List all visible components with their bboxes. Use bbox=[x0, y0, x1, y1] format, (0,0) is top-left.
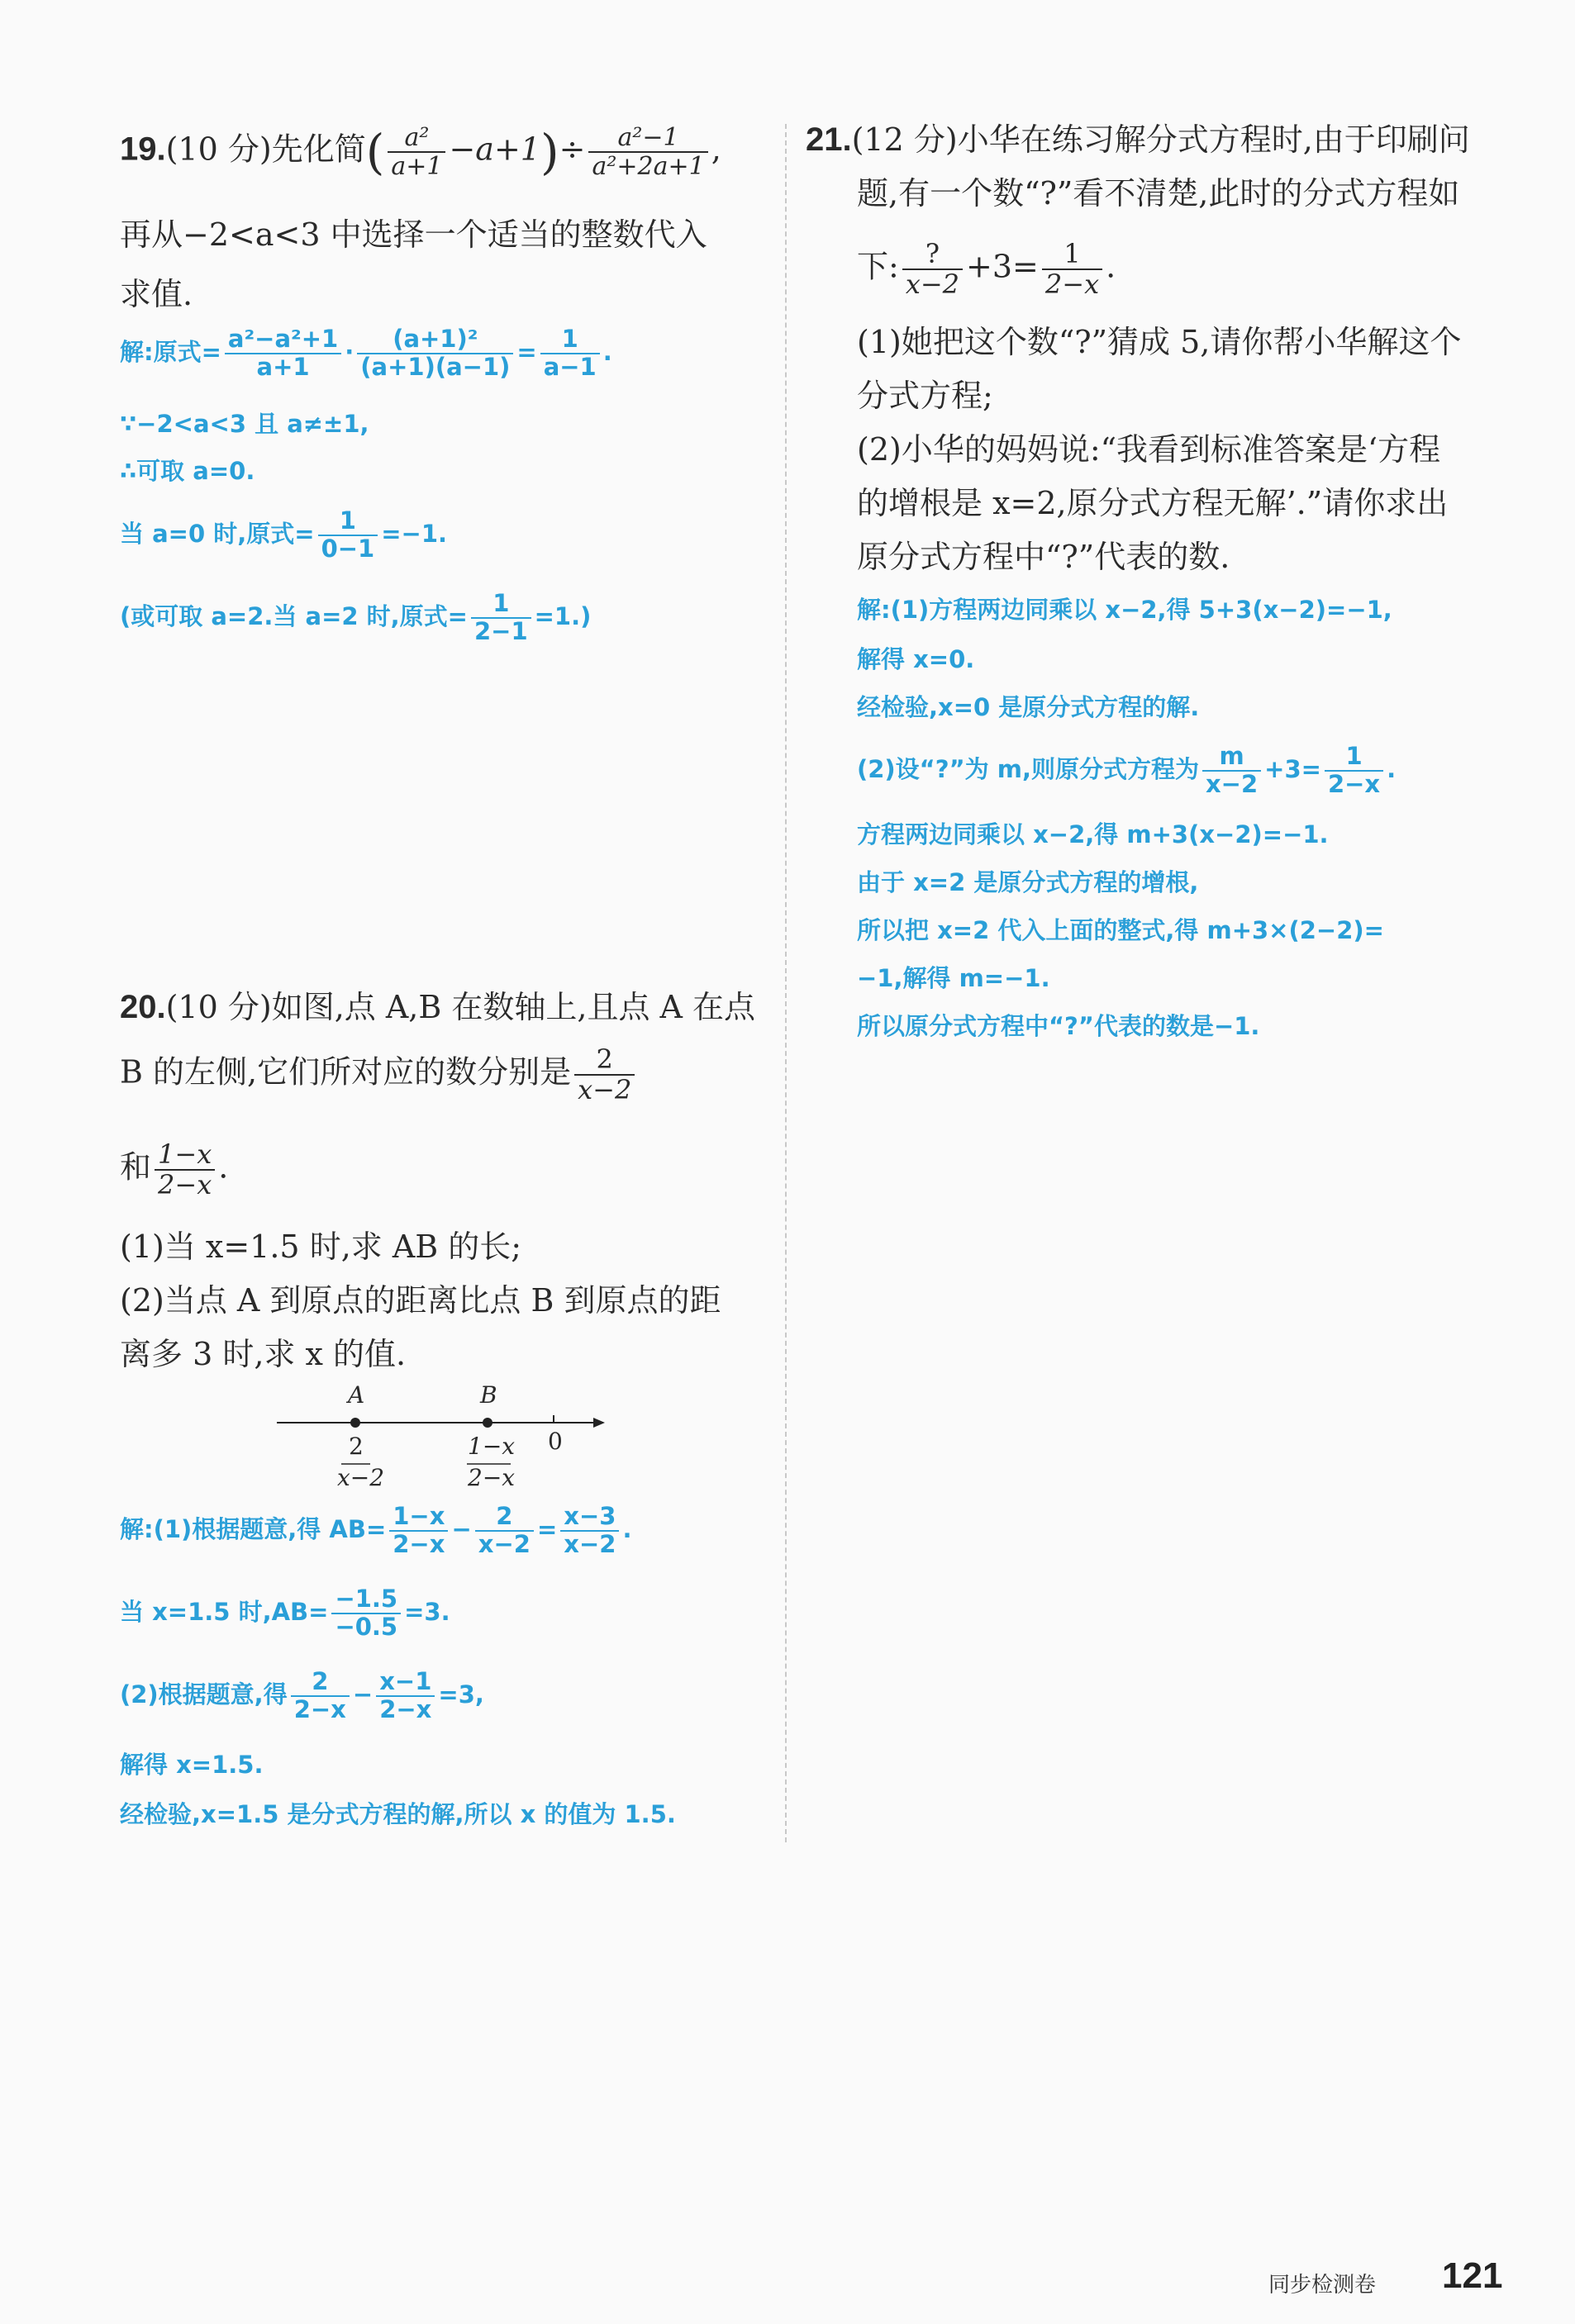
q19-div: ÷ bbox=[559, 131, 586, 168]
q21-line3: 下: $\frac{?}{x-2}$ +3= $\frac{1}{2-x}$ . bbox=[857, 238, 1116, 301]
q21-line1: 21.(12 分)小华在练习解分式方程时,由于印刷问 bbox=[806, 121, 1470, 158]
q20-sol-line2: 当 x=1.5 时,AB= $\frac{-1.5}{-0.5}$ =3. bbox=[120, 1585, 450, 1641]
q21-sol-line2: 解得 x=0. bbox=[857, 645, 975, 673]
q20-line1: 20.(10 分)如图,点 A,B 在数轴上,且点 A 在点 bbox=[120, 989, 756, 1025]
footer-label: 同步检测卷 bbox=[1268, 2273, 1377, 2298]
point-a bbox=[350, 1418, 360, 1428]
q19-line1: 19.(10 分)先化简( $\frac{\text{a²}}{a+1}$ −a+1)÷ $\frac{\text{a²−1}}{\text{a²+2a+1}}$ , bbox=[120, 123, 721, 181]
label-a: A bbox=[348, 1381, 365, 1409]
q20-sol-frac6: $\frac{x-1}{2-x}$ bbox=[376, 1669, 435, 1723]
label-zero: 0 bbox=[548, 1428, 563, 1455]
q20-sol-frac5: $\frac{2}{2-x}$ bbox=[291, 1669, 350, 1723]
q21-number: 21. bbox=[806, 121, 852, 158]
arrow-right-icon bbox=[593, 1418, 605, 1428]
q20-sol-line1: 解:(1)根据题意,得 AB= $\frac{1-x}{2-x}$ − $\frac{2}{x-2}$ = $\frac{x-3}{x-2}$ . bbox=[120, 1502, 632, 1558]
a-frac-num: 2 bbox=[349, 1433, 364, 1460]
q19-frac2: $\frac{\text{a²−1}}{\text{a²+2a+1}}$ bbox=[588, 124, 707, 180]
q21-sol-line3: 经检验,x=0 是原分式方程的解. bbox=[857, 693, 1200, 721]
q21-sol-line9: 所以原分式方程中“?”代表的数是−1. bbox=[857, 1012, 1260, 1040]
q21-frac1: $\frac{?}{x-2}$ bbox=[902, 240, 963, 299]
q19-frac1: $\frac{\text{a²}}{a+1}$ bbox=[388, 124, 445, 180]
q20-sol-frac1: $\frac{1-x}{2-x}$ bbox=[389, 1504, 448, 1558]
q21-line2: 题,有一个数“?”看不清楚,此时的分式方程如 bbox=[857, 175, 1460, 211]
number-line-svg bbox=[273, 1388, 620, 1495]
b-frac-num: 1−x bbox=[468, 1433, 516, 1460]
point-b bbox=[483, 1418, 492, 1428]
q19-number: 19. bbox=[120, 131, 166, 168]
q21-sol-line8: −1,解得 m=−1. bbox=[857, 964, 1050, 992]
q21-line6: (2)小华的妈妈说:“我看到标准答案是‘方程 bbox=[857, 431, 1441, 468]
q19-paren-close: ) bbox=[540, 124, 559, 180]
q19-sol-line2: ∵−2<a<3 且 a≠±1, bbox=[120, 410, 369, 438]
q20-frac2: $\frac{1-x}{2-x}$ bbox=[155, 1140, 215, 1200]
q21-line5: 分式方程; bbox=[857, 378, 993, 414]
q20-sol-frac2: $\frac{2}{x-2}$ bbox=[475, 1504, 534, 1558]
q20-sol-line4: 解得 x=1.5. bbox=[120, 1751, 264, 1779]
q21-sol-frac1: $\frac{m}{x-2}$ bbox=[1202, 744, 1261, 798]
q21-sol-line4: (2)设“?”为 m,则原分式方程为 $\frac{m}{x-2}$ +3= $\frac{1}{2-x}$ . bbox=[857, 742, 1397, 798]
q19-sol-frac5: $\frac{1}{2-1}$ bbox=[471, 591, 531, 645]
column-divider bbox=[785, 124, 787, 1842]
q19-sol-line1: 解:原式= $\frac{\text{a²−a²+1}}{a+1}$ · $\frac{\text{(a+1)²}}{(a+1)(a-1)}$ = $\frac{1}{a-1}$ . bbox=[120, 325, 612, 381]
q20-line4: (1)当 x=1.5 时,求 AB 的长; bbox=[120, 1229, 522, 1265]
q20-number-line bbox=[273, 1381, 752, 1491]
q21-sol-frac2: $\frac{1}{2-x}$ bbox=[1325, 744, 1383, 798]
q19-paren-open: ( bbox=[365, 124, 385, 180]
b-frac-den: 2−x bbox=[468, 1464, 516, 1491]
q19-sol-line4: 当 a=0 时,原式= $\frac{1}{0-1}$ =−1. bbox=[120, 506, 448, 563]
q20-number: 20. bbox=[120, 989, 166, 1025]
q20-sol-line5: 经检验,x=1.5 是分式方程的解,所以 x 的值为 1.5. bbox=[120, 1800, 676, 1828]
page-number: 121 bbox=[1442, 2255, 1503, 2296]
q20-line2: B 的左侧,它们所对应的数分别是 $\frac{2}{x-2}$ bbox=[120, 1045, 638, 1105]
q20-line6: 离多 3 时,求 x 的值. bbox=[120, 1336, 407, 1372]
q21-sol-line6: 由于 x=2 是原分式方程的增根, bbox=[857, 868, 1199, 896]
q19-sol-line5: (或可取 a=2.当 a=2 时,原式= $\frac{1}{2-1}$ =1.) bbox=[120, 589, 592, 645]
q20-line3: 和 $\frac{1-x}{2-x}$ . bbox=[120, 1138, 229, 1201]
q21-sol-line5: 方程两边同乘以 x−2,得 m+3(x−2)=−1. bbox=[857, 820, 1329, 848]
q21-sol-line1: 解:(1)方程两边同乘以 x−2,得 5+3(x−2)=−1, bbox=[857, 596, 1392, 624]
q20-line5: (2)当点 A 到原点的距离比点 B 到原点的距 bbox=[120, 1282, 721, 1319]
q21-line8: 原分式方程中“?”代表的数. bbox=[857, 539, 1230, 575]
q19-line3: 求值. bbox=[120, 276, 193, 312]
label-b: B bbox=[480, 1381, 497, 1409]
q19-sol-frac2: $\frac{\text{(a+1)²}}{(a+1)(a-1)}$ bbox=[357, 326, 513, 381]
q19-sol-frac3: $\frac{1}{a-1}$ bbox=[540, 326, 600, 381]
q19-sol-frac1: $\frac{\text{a²−a²+1}}{a+1}$ bbox=[225, 326, 341, 381]
q21-frac2: $\frac{1}{2-x}$ bbox=[1042, 240, 1102, 299]
q21-line4: (1)她把这个数“?”猜成 5,请你帮小华解这个 bbox=[857, 324, 1462, 360]
a-frac-den: x−2 bbox=[337, 1464, 385, 1491]
q19-sol-frac4: $\frac{1}{0-1}$ bbox=[318, 508, 378, 563]
q19-sol-line3: ∴可取 a=0. bbox=[120, 457, 255, 485]
q21-line7: 的增根是 x=2,原分式方程无解’.”请你求出 bbox=[857, 485, 1449, 521]
q19-score: (10 分)先化简 bbox=[165, 131, 366, 168]
q21-sol-line7: 所以把 x=2 代入上面的整式,得 m+3×(2−2)= bbox=[857, 916, 1384, 944]
q20-sol-line3: (2)根据题意,得 $\frac{2}{2-x}$ − $\frac{x-1}{2-x}$ =3, bbox=[120, 1667, 484, 1723]
q20-sol-frac3: $\frac{x-3}{x-2}$ bbox=[560, 1504, 619, 1558]
q19-line2: 再从−2<a<3 中选择一个适当的整数代入 bbox=[120, 216, 707, 253]
q20-frac1: $\frac{2}{x-2}$ bbox=[574, 1045, 635, 1105]
q19-mid: −a+1 bbox=[449, 131, 540, 168]
q20-sol-frac4: $\frac{-1.5}{-0.5}$ bbox=[331, 1586, 401, 1641]
